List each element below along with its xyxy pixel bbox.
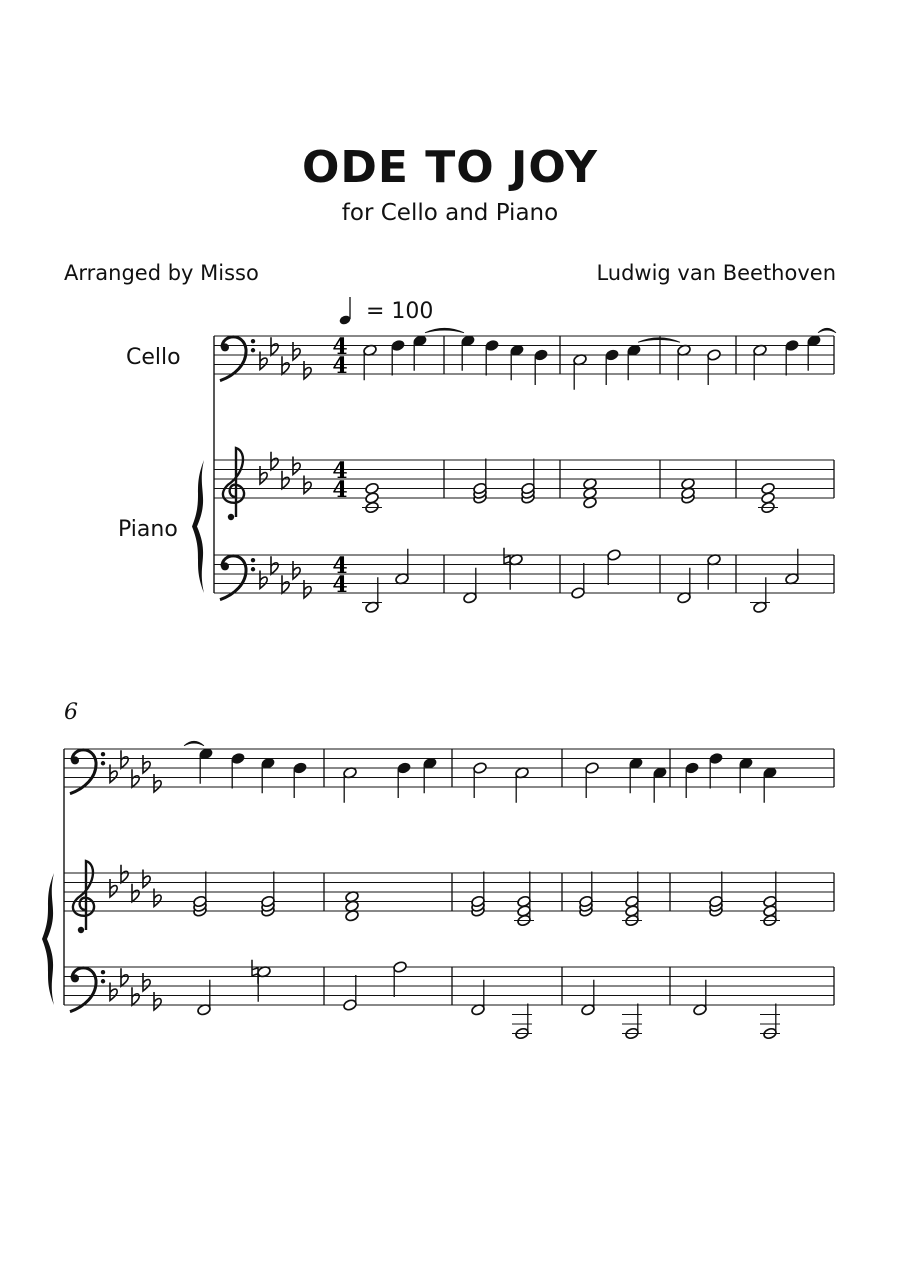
treble-clef-icon: [73, 861, 94, 930]
flat-accidental: [260, 571, 267, 589]
half-notehead: [365, 482, 380, 495]
flat-accidental: [271, 556, 278, 574]
tie-arc: [184, 741, 204, 746]
measure-number: 6: [64, 700, 78, 725]
composer-credit: Ludwig van Beethoven: [596, 261, 836, 285]
bass-clef-dot: [221, 343, 229, 351]
flat-accidental: [154, 889, 161, 907]
flat-accidental: [154, 992, 161, 1010]
treble-clef-tail: [228, 514, 234, 520]
treble-clef-icon: [223, 448, 244, 517]
flat-accidental: [143, 870, 150, 888]
score-title: ODE TO JOY: [301, 142, 599, 193]
tie-arc: [638, 338, 680, 343]
flat-accidental: [154, 774, 161, 792]
flat-accidental: [110, 879, 117, 897]
bass-clef-dot: [101, 761, 105, 765]
flat-accidental: [304, 361, 311, 379]
flat-accidental: [282, 575, 289, 593]
flat-accidental: [271, 337, 278, 355]
flat-accidental: [282, 356, 289, 374]
bass-clef-dot: [251, 348, 255, 352]
flat-accidental: [260, 352, 267, 370]
arranger-credit: Arranged by Misso: [64, 261, 259, 285]
natural-accidental: [504, 548, 510, 572]
flat-accidental: [121, 968, 128, 986]
flat-accidental: [293, 457, 300, 475]
piano-brace: [42, 873, 54, 1005]
time-signature-numerator: 4: [332, 553, 348, 579]
treble-clef-tail: [78, 927, 84, 933]
flat-accidental: [110, 765, 117, 783]
flat-accidental: [304, 580, 311, 598]
flat-accidental: [132, 987, 139, 1005]
flat-accidental: [293, 561, 300, 579]
flat-accidental: [143, 973, 150, 991]
tie-arc: [425, 328, 464, 333]
instrument-label-piano: Piano: [118, 517, 178, 542]
tie-arc: [818, 328, 836, 333]
bass-clef-dot: [221, 562, 229, 570]
natural-accidental: [252, 960, 258, 984]
time-signature-numerator: 4: [332, 458, 348, 484]
bass-clef-dot: [251, 567, 255, 571]
time-signature-numerator: 4: [332, 334, 348, 360]
bass-clef-dot: [101, 752, 105, 756]
flat-accidental: [143, 755, 150, 773]
flat-accidental: [260, 466, 267, 484]
flat-accidental: [132, 769, 139, 787]
half-notehead: [761, 482, 776, 495]
flat-accidental: [132, 884, 139, 902]
flat-accidental: [110, 983, 117, 1001]
time-signature-denominator: 4: [332, 353, 348, 379]
time-signature-denominator: 4: [332, 477, 348, 503]
instrument-label-cello: Cello: [126, 345, 181, 370]
bass-clef-dot: [101, 970, 105, 974]
bass-clef-dot: [251, 339, 255, 343]
flat-accidental: [271, 452, 278, 470]
flat-accidental: [304, 476, 311, 494]
flat-accidental: [293, 342, 300, 360]
score-subtitle: for Cello and Piano: [341, 200, 559, 226]
flat-accidental: [121, 865, 128, 883]
flat-accidental: [121, 750, 128, 768]
bass-clef-dot: [101, 979, 105, 983]
time-signature-denominator: 4: [332, 572, 348, 598]
bass-clef-dot: [251, 558, 255, 562]
flat-accidental: [282, 471, 289, 489]
piano-brace: [192, 460, 204, 593]
tempo-marking: = 100: [366, 299, 434, 324]
bass-clef-dot: [71, 756, 79, 764]
bass-clef-dot: [71, 974, 79, 982]
